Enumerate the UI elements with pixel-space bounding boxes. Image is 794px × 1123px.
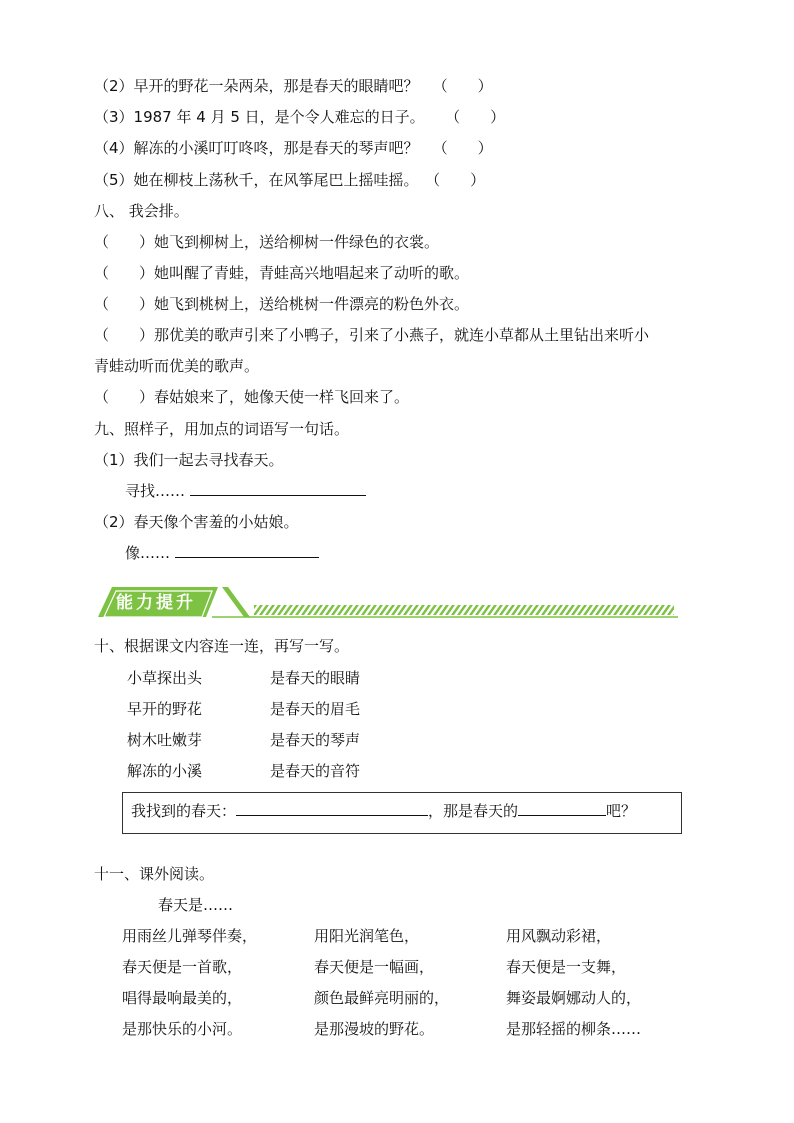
- question-2: （2）春天像个害羞的小姑娘。: [94, 513, 299, 531]
- item-text: 解冻的小溪叮叮咚咚，那是春天的琴声吧？: [133, 139, 419, 157]
- item-text: 她飞到桃树上，送给桃树一件漂亮的粉色外衣。: [154, 295, 470, 313]
- item-text: 她叫醒了青蛙，青蛙高兴地唱起来了动听的歌。: [154, 264, 470, 282]
- poem-line: 用阳光润笔色，: [314, 927, 420, 945]
- item-text: 她在柳枝上荡秋千，在风筝尾巴上摇哇摇。: [133, 171, 419, 189]
- poem-line: 是那轻摇的柳条……: [506, 1020, 642, 1038]
- match-left-item[interactable]: 树木吐嫩芽: [127, 731, 203, 749]
- order-item: [94, 263, 469, 283]
- question-1: （1）我们一起去寻找春天。: [94, 451, 284, 469]
- box-suffix: 吧？: [606, 802, 637, 820]
- poem-line: 春天便是一支舞，: [506, 958, 627, 976]
- poem-line: 颜色最鲜亮明丽的，: [314, 989, 450, 1007]
- match-right-item[interactable]: 是春天的眼睛: [270, 669, 361, 687]
- ability-banner: [94, 585, 678, 621]
- poem-line: 是那漫坡的野花。: [314, 1020, 435, 1038]
- answer-1: [125, 481, 366, 501]
- match-left-item[interactable]: 解冻的小溪: [127, 762, 203, 780]
- answer-blank[interactable]: [236, 801, 428, 816]
- answer-paren[interactable]: （ ）: [94, 326, 155, 344]
- order-item: [94, 232, 439, 252]
- answer-paren[interactable]: （ ）: [432, 171, 486, 189]
- section-title: 九、照样子，用加点的词语写一句话。: [94, 420, 350, 438]
- poem-intro: 春天是……: [158, 896, 234, 914]
- answer-blank[interactable]: [518, 801, 606, 816]
- answer-paren[interactable]: （ ）: [94, 295, 155, 313]
- item-number: （3）: [94, 108, 134, 126]
- answer-box: [122, 792, 682, 834]
- answer-paren[interactable]: （ ）: [94, 388, 155, 406]
- item-number: （4）: [94, 139, 134, 157]
- poem-line: 是那快乐的小河。: [122, 1020, 243, 1038]
- answer-paren[interactable]: （ ）: [94, 233, 155, 251]
- match-left-item[interactable]: 早开的野花: [127, 700, 203, 718]
- answer-paren[interactable]: （ ）: [432, 139, 493, 157]
- match-right-item[interactable]: 是春天的音符: [270, 762, 361, 780]
- item-text: 她飞到柳树上，送给柳树一件绿色的衣裳。: [154, 233, 440, 251]
- box-prefix: 我找到的春天：: [131, 802, 237, 820]
- answer-paren[interactable]: （ ）: [94, 264, 155, 282]
- order-item: [94, 387, 409, 407]
- match-left-item[interactable]: 小草探出头: [127, 669, 203, 687]
- order-item: [94, 294, 469, 314]
- poem-line: 用雨丝儿弹琴伴奏，: [122, 927, 258, 945]
- order-item-continuation: 青蛙动听而优美的歌声。: [94, 357, 260, 375]
- match-right-item[interactable]: 是春天的琴声: [270, 731, 361, 749]
- answer-paren[interactable]: （ ）: [432, 77, 493, 95]
- answer-paren[interactable]: （ ）: [452, 108, 506, 126]
- box-middle: ，那是春天的: [428, 802, 519, 820]
- question-item: [94, 138, 493, 158]
- item-text: 早开的野花一朵两朵，那是春天的眼睛吧？: [133, 77, 419, 95]
- poem-line: 春天便是一首歌，: [122, 958, 243, 976]
- match-right-item[interactable]: 是春天的眉毛: [270, 700, 361, 718]
- item-number: （2）: [94, 77, 134, 95]
- poem-line: 用风飘动彩裙，: [506, 927, 612, 945]
- section-title: 十一、课外阅读。: [94, 865, 215, 883]
- question-item: [94, 170, 485, 190]
- prompt-word: 寻找……: [125, 482, 186, 500]
- section-title: 十、根据课文内容连一连，再写一写。: [94, 637, 350, 655]
- answer-blank[interactable]: [175, 543, 319, 558]
- question-item: [94, 107, 505, 127]
- question-item: [94, 76, 493, 96]
- poem-line: 唱得最响最美的，: [122, 989, 243, 1007]
- answer-sentence: [131, 801, 636, 821]
- answer-blank[interactable]: [190, 481, 366, 496]
- item-text: 春姑娘来了，她像天使一样飞回来了。: [154, 388, 410, 406]
- banner-title: 能力提升: [116, 593, 196, 613]
- poem-line: 春天便是一幅画，: [314, 958, 435, 976]
- answer-2: [125, 543, 319, 563]
- prompt-word: 像……: [125, 544, 171, 562]
- item-text: 那优美的歌声引来了小鸭子，引来了小燕子，就连小草都从土里钻出来听小: [154, 326, 650, 344]
- section-title: 八、 我会排。: [94, 202, 189, 220]
- item-number: （5）: [94, 171, 134, 189]
- poem-line: 舞姿最婀娜动人的，: [506, 989, 642, 1007]
- item-text: 1987 年 4 月 5 日，是个令人难忘的日子。: [133, 108, 425, 126]
- order-item: [94, 325, 649, 345]
